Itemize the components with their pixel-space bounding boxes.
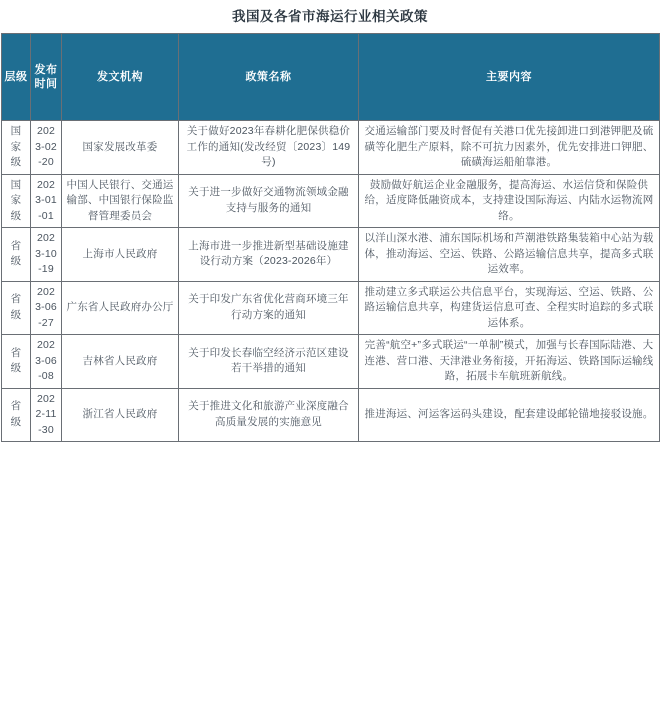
- column-header-level-label: 层级: [4, 71, 28, 83]
- page-title: 我国及各省市海运行业相关政策: [232, 9, 428, 24]
- cell-agency: 上海市人民政府: [62, 228, 179, 282]
- table-row: [2, 174, 660, 228]
- column-header-agency: 发文机构: [62, 34, 179, 121]
- column-header-level: [2, 34, 31, 121]
- column-header-policy: 政策名称: [179, 34, 359, 121]
- cell-date: 2023-10-19: [31, 228, 62, 282]
- cell-level: 省级: [2, 228, 31, 282]
- cell-policy: 关于做好2023年春耕化肥保供稳价工作的通知(发改经贸〔2023〕149号): [179, 121, 359, 175]
- cell-policy: 关于印发长春临空经济示范区建设若干举措的通知: [179, 335, 359, 389]
- cell-agency: 广东省人民政府办公厅: [62, 281, 179, 335]
- table-row: [2, 388, 660, 442]
- cell-agency: 吉林省人民政府: [62, 335, 179, 389]
- cell-level: 省级: [2, 388, 31, 442]
- table-header-row: [2, 34, 660, 121]
- cell-date: 2023-06-08: [31, 335, 62, 389]
- cell-date: 2023-02-20: [31, 121, 62, 175]
- cell-date: 2023-06-27: [31, 281, 62, 335]
- table-row: [2, 281, 660, 335]
- table-row: [2, 335, 660, 389]
- column-header-content: 主要内容: [359, 34, 660, 121]
- cell-content: 完善“航空+”多式联运“一单制”模式，加强与长春国际陆港、大连港、营口港、天津港业务衔接，开拓海运、铁路国际运输线路，拓展卡车航班新航线。: [359, 335, 660, 389]
- cell-content: 鼓励做好航运企业金融服务，提高海运、水运信贷和保险供给，适度降低融资成本，支持建设国际海运、内陆水运物流网络。: [359, 174, 660, 228]
- column-header-date-label: 发布时间: [34, 64, 58, 90]
- table-header: [2, 34, 660, 121]
- cell-date: 2022-11-30: [31, 388, 62, 442]
- policy-table: [1, 33, 660, 442]
- cell-level: 国家级: [2, 174, 31, 228]
- cell-agency: 浙江省人民政府: [62, 388, 179, 442]
- cell-policy: 关于印发广东省优化营商环境三年行动方案的通知: [179, 281, 359, 335]
- cell-policy: 关于推进文化和旅游产业深度融合高质量发展的实施意见: [179, 388, 359, 442]
- cell-content: 推动建立多式联运公共信息平台，实现海运、空运、铁路、公路运输信息共享，构建货运信息可查、全程实时追踪的多式联运体系。: [359, 281, 660, 335]
- cell-policy: 关于进一步做好交通物流领域金融支持与服务的通知: [179, 174, 359, 228]
- cell-policy: 上海市进一步推进新型基础设施建设行动方案（2023-2026年）: [179, 228, 359, 282]
- table-row: [2, 121, 660, 175]
- cell-level: 省级: [2, 281, 31, 335]
- cell-content: 交通运输部门要及时督促有关港口优先接卸进口到港钾肥及硫磺等化肥生产原料，除不可抗力因素外，优先安排进口钾肥、硫磺海运船舶靠港。: [359, 121, 660, 175]
- cell-content: 推进海运、河运客运码头建设，配套建设邮轮锚地接驳设施。: [359, 388, 660, 442]
- cell-level: 国家级: [2, 121, 31, 175]
- column-header-date: [31, 34, 62, 121]
- cell-level: 省级: [2, 335, 31, 389]
- cell-date: 2023-01-01: [31, 174, 62, 228]
- table-body: [2, 121, 660, 442]
- cell-agency: 国家发展改革委: [62, 121, 179, 175]
- table-row: [2, 228, 660, 282]
- cell-agency: 中国人民银行、交通运输部、中国银行保险监督管理委员会: [62, 174, 179, 228]
- cell-content: 以洋山深水港、浦东国际机场和芦潮港铁路集装箱中心站为载体，推动海运、空运、铁路、公路运输信息共享，提高多式联运效率。: [359, 228, 660, 282]
